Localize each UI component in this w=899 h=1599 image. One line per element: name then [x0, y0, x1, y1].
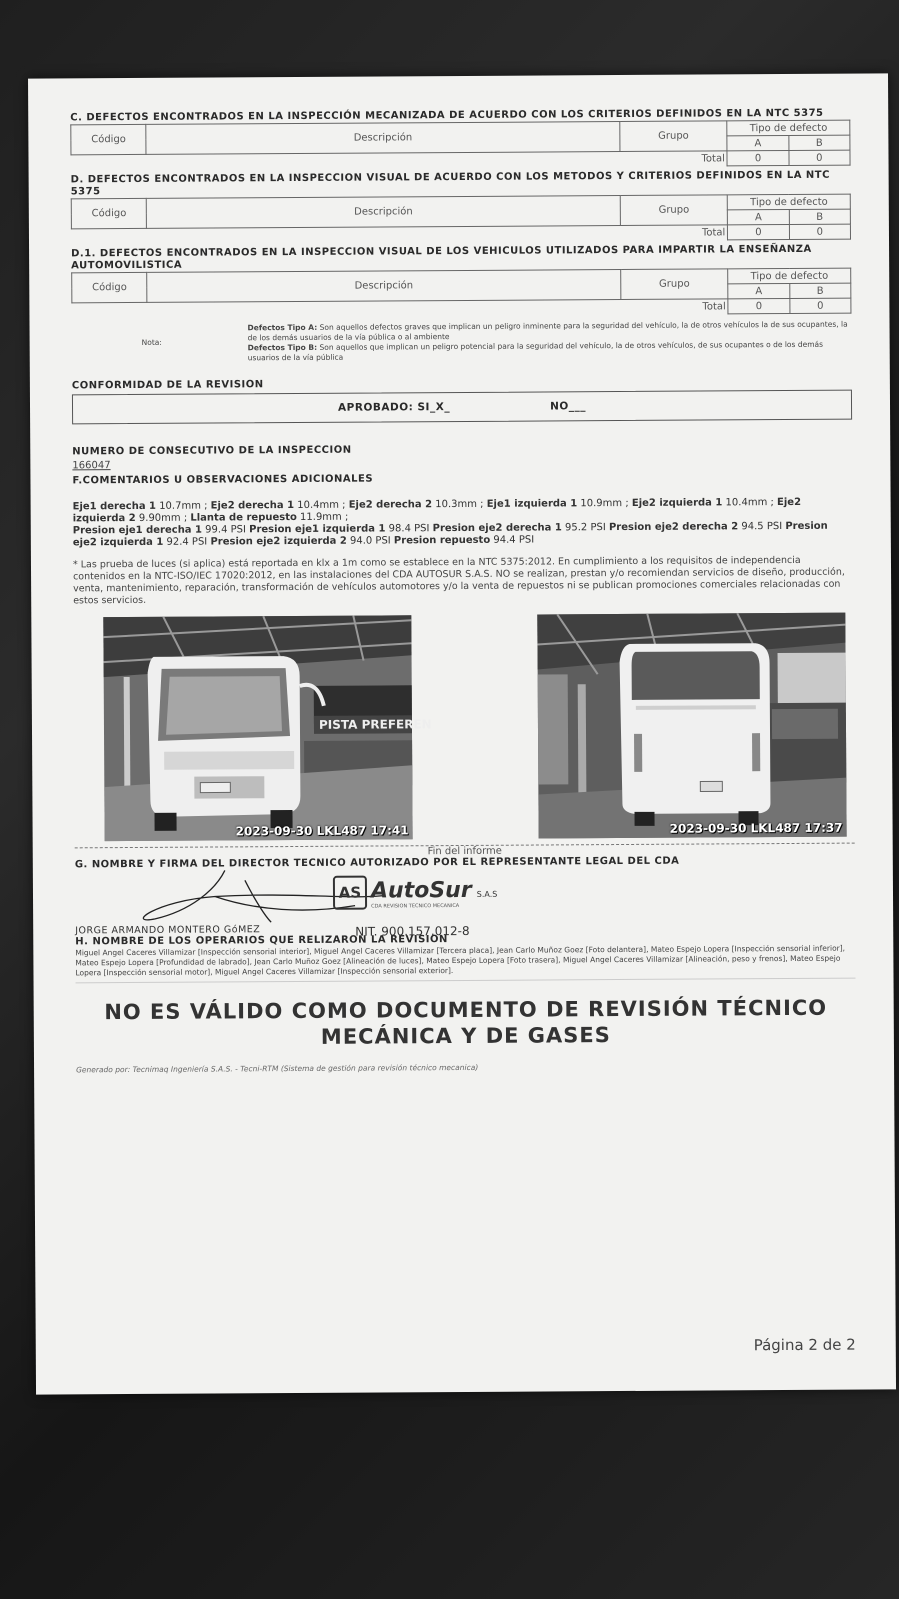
obs-key: Presion eje1 izquierda 1 [249, 523, 386, 536]
obs-value: 11.9mm ; [296, 511, 349, 523]
generated-by: Generado por: Tecnimaq Ingeniería S.A.S. - Tecni-RTM (Sistema de gestión para revisión técnico mecanica) [76, 1062, 479, 1075]
logo-sub: CDA REVISION TECNICO MECANICA [371, 903, 460, 910]
tipo-a-label: Defectos Tipo A: [247, 322, 318, 333]
rear-photo-timestamp: 2023-09-30 LKL487 17:37 [669, 820, 843, 836]
col-b: B [789, 283, 850, 298]
section-c-title: C. DEFECTOS ENCONTRADOS EN LA INSPECCIÓN MECANIZADA DE ACUERDO CON LOS CRITERIOS DEFINIDOS EN LA NTC 5375 [70, 107, 824, 124]
rear-photo [537, 613, 846, 839]
total-a: 0 [728, 224, 789, 239]
obs-key: Presion repuesto [393, 534, 491, 547]
independence-note: * Las prueba de luces (si aplica) está reportada en klx a 1m como se establece en la NTC 5375:2012. En cumplimiento a los requisitos de independencia contenidos en la NTC-ISO/IEC 17020:2012, en las instalaciones del CDA AUTOSUR S.A.S. NO se realizan, prestan y/o recomiendan servicios de diseño, producción, venta, mantenimiento, reparación, transformación de vehículos automotores y/o la venta de repuestos ni se publican promociones comerciales relacionadas con estos servicios. [72, 554, 845, 607]
obs-key: Eje2 derecha 2 [348, 499, 433, 511]
obs-value: 10.4mm ; [293, 499, 349, 512]
front-photo [103, 615, 432, 841]
nit-stamp: NIT. 900.157.012-8 [355, 923, 470, 939]
section-d-table [71, 194, 851, 245]
obs-value: 10.3mm ; [432, 498, 487, 511]
obs-key: Eje2 derecha 1 [210, 500, 295, 512]
tipo-a-text: Son aquellos defectos graves que implican un peligro inminente para la seguridad del vehículo, la de otros vehículos la de sus ocupantes, la de los demás usuarios de la vía pública o al ambiente [247, 319, 848, 343]
section-g-title: G. NOMBRE Y FIRMA DEL DIRECTOR TECNICO AUTORIZADO POR EL REPRESENTANTE LEGAL DEL CDA [74, 855, 680, 871]
total-label: Total [701, 227, 726, 239]
logo-as: AS [333, 876, 367, 910]
conformidad-title: CONFORMIDAD DE LA REVISION [71, 379, 264, 392]
nota-block [72, 320, 852, 365]
obs-key: Presion eje2 izquierda 2 [210, 535, 347, 548]
obs-key: Eje2 izquierda 1 [631, 497, 723, 509]
obs-key: Presion eje1 derecha 1 [72, 524, 203, 537]
col-codigo: Código [71, 124, 147, 154]
conformidad-box [72, 390, 852, 425]
not-valid-warning [76, 995, 856, 1052]
page-number: Página 2 de 2 [753, 1335, 856, 1355]
col-tipo-defecto: Tipo de defecto [727, 120, 850, 136]
obs-value: 99.4 PSI [201, 524, 250, 536]
nota-label: Nota: [141, 337, 162, 347]
total-b: 0 [790, 298, 851, 313]
col-grupo: Grupo [620, 121, 728, 152]
obs-value: 10.4mm ; [722, 497, 778, 509]
section-d1-title: D.1. DEFECTOS ENCONTRADOS EN LA INSPECCION VISUAL DE LOS VEHICULOS UTILIZADOS PARA IMPARTIR LA ENSEÑANZA AUTOMOVILISTICA [71, 243, 812, 272]
col-a: A [727, 135, 788, 150]
fin-del-informe: Fin del informe [427, 845, 502, 858]
obs-value: 10.7mm ; [155, 500, 211, 512]
obs-key: Presion eje2 derecha 1 [432, 522, 562, 535]
col-descripcion: Descripción [147, 270, 621, 303]
section-d1-table [71, 268, 851, 319]
col-a: A [728, 283, 789, 298]
obs-value: 9.90mm ; [135, 512, 191, 524]
warning-line-1: NO ES VÁLIDO COMO DOCUMENTO DE REVISIÓN TÉCNICO [104, 995, 828, 1025]
total-a: 0 [727, 150, 788, 165]
tipo-b-label: Defectos Tipo B: [247, 342, 318, 353]
col-tipo-defecto: Tipo de defecto [728, 268, 851, 284]
col-b: B [789, 209, 850, 224]
front-photo-timestamp: 2023-09-30 LKL487 17:41 [235, 823, 409, 839]
col-a: A [728, 209, 789, 224]
aprobado-si: APROBADO: SI_X_ [337, 401, 451, 414]
total-a: 0 [728, 298, 789, 313]
total-label: Total [702, 301, 726, 313]
consecutivo-number: 166047 [72, 460, 111, 472]
comentarios-title: F.COMENTARIOS U OBSERVACIONES ADICIONALES [72, 473, 374, 487]
obs-value: 94.5 PSI [738, 521, 786, 533]
logo-sas: S.A.S [476, 889, 498, 899]
total-b: 0 [789, 224, 850, 239]
obs-value: 94.0 PSI [346, 535, 394, 547]
col-codigo: Código [71, 198, 147, 228]
obs-key: Eje1 izquierda 1 [486, 498, 578, 510]
obs-value: 98.4 PSI [385, 523, 433, 535]
obs-value: 95.2 PSI [561, 522, 609, 534]
section-d-title: D. DEFECTOS ENCONTRADOS EN LA INSPECCION VISUAL DE ACUERDO CON LOS METODOS Y CRITERIOS DEFINIDOS EN LA NTC 5375 [70, 169, 830, 198]
col-b: B [789, 135, 850, 150]
warning-line-2: MECÁNICA Y DE GASES [320, 1023, 611, 1049]
vehicle-photos [73, 613, 854, 842]
col-tipo-defecto: Tipo de defecto [728, 194, 851, 210]
obs-key: Eje1 derecha 1 [72, 500, 157, 513]
obs-key: Presion eje2 izquierda 1 [72, 520, 828, 549]
section-h-title: H. NOMBRE DE LOS OPERARIOS QUE RELIZARON LA REVISION [75, 934, 448, 948]
obs-key: Llanta de repuesto [190, 511, 297, 524]
tipo-b-text: Son aquellos que implican un peligro potencial para la seguridad del vehículo, la de otros vehículos, de sus ocupantes o de los demás usuarios de la vía pública [247, 339, 824, 363]
col-grupo: Grupo [620, 269, 728, 300]
autosur-logo [333, 875, 498, 910]
col-codigo: Código [72, 272, 148, 302]
total-label: Total [701, 153, 725, 165]
document-page [28, 73, 896, 1394]
operarios-text: Miguel Angel Caceres Villamizar [Inspección sensorial interior], Miguel Angel Caceres Villamizar [Tercera placa], Jean Carlo Muñoz Goez [Foto delantera], Mateo Espejo Lopera [Inspección sensorial inferior], Mateo Espejo Lopera [Profundidad de labrado], Jean Carlo Muñoz Goez [Alineación de luces], Mateo Espejo Lopera [Foto trasera], Miguel Angel Caceres Villamizar [Alineación, peso y frenos], Mateo Espejo Lopera [Inspección sensorial motor], Miguel Angel Caceres Villamizar [Inspección sensorial exterior]. [75, 943, 846, 978]
section-c-table [70, 120, 850, 171]
obs-key: Eje2 izquierda 2 [72, 496, 802, 525]
obs-value: 92.4 PSI [163, 536, 211, 548]
director-name: JORGE ARMANDO MONTERO GóMEZ [75, 924, 261, 937]
col-grupo: Grupo [620, 195, 728, 226]
obs-key: Presion eje2 derecha 2 [608, 521, 739, 534]
obs-value: 10.9mm ; [577, 497, 632, 510]
divider-2 [76, 978, 856, 984]
consecutivo-title: NUMERO DE CONSECUTIVO DE LA INSPECCION [72, 444, 352, 458]
observaciones-text [73, 497, 853, 550]
col-descripcion: Descripción [146, 122, 620, 155]
logo-name: AutoSur [370, 877, 472, 904]
obs-value: 94.4 PSI [490, 534, 535, 546]
signature-area [75, 867, 855, 926]
col-descripcion: Descripción [147, 196, 621, 229]
aprobado-no: NO___ [550, 400, 587, 413]
pista-sign-text: PISTA PREFEREN [318, 717, 432, 732]
total-b: 0 [789, 150, 850, 165]
document-content [70, 108, 856, 1075]
